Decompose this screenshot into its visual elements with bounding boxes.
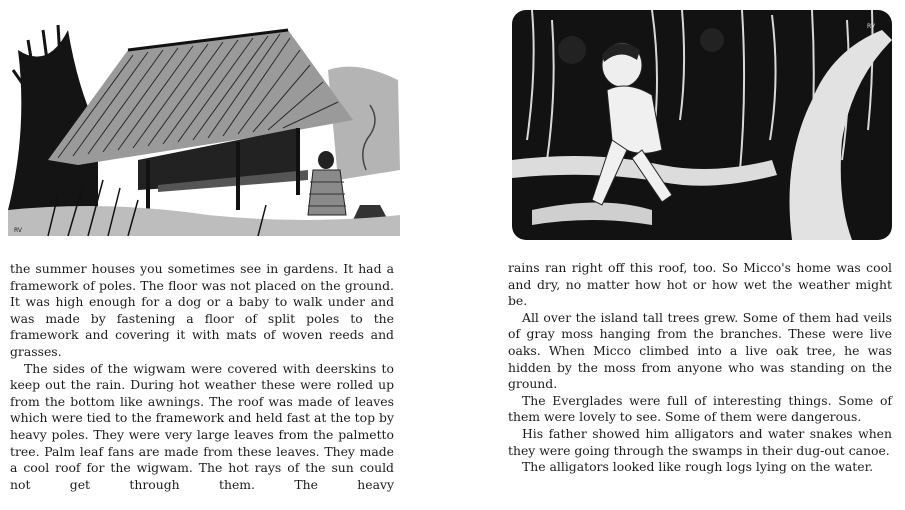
- paragraph: The Everglades were full of interesting things. Some of them were lovely to see. Some of them were dangerous.: [508, 392, 892, 425]
- live-oak-illustration: [512, 10, 892, 240]
- paragraph: His father showed him alligators and water snakes when they were going through the swamps in their dug-out canoe.: [508, 425, 892, 458]
- illustrator-signature: RV: [867, 23, 875, 30]
- paragraph: rains ran right off this roof, too. So Micco's home was cool and dry, no matter how hot or how wet the weather might be.: [508, 260, 892, 309]
- wigwam-drawing: [8, 10, 400, 236]
- live-oak-drawing: [512, 10, 892, 240]
- paragraph: The alligators looked like rough logs lying on the water.: [522, 459, 874, 475]
- left-page-text: [10, 261, 394, 493]
- wigwam-illustration: [8, 10, 400, 236]
- paragraph: All over the island tall trees grew. Some of them had veils of gray moss hanging from the branches. These were live oaks. When Micco climbed into a live oak tree, he was hidden by the moss from anyone who was standing on the ground.: [508, 309, 892, 392]
- paragraph: The sides of the wigwam were covered with deerskins to keep out the rain. During hot weather these were rolled up from the bottom like awnings. The roof was made of leaves which were tied to the framework and held fast at the top by heavy poles. They were very large leaves from the palmetto tree. Palm leaf fans are made from these leaves. They made a cool roof for the wigwam. The hot rays of the sun could not get through them. The heavy: [10, 360, 394, 492]
- right-page-text: [508, 260, 892, 476]
- illustrator-signature: RV: [14, 227, 22, 234]
- paragraph: the summer houses you sometimes see in gardens. It had a framework of poles. The floor was not placed on the ground. It was high enough for a dog or a baby to walk under and was made by fastening a floor of split poles to the framework and covering it with mats of woven reeds and grasses.: [10, 261, 394, 359]
